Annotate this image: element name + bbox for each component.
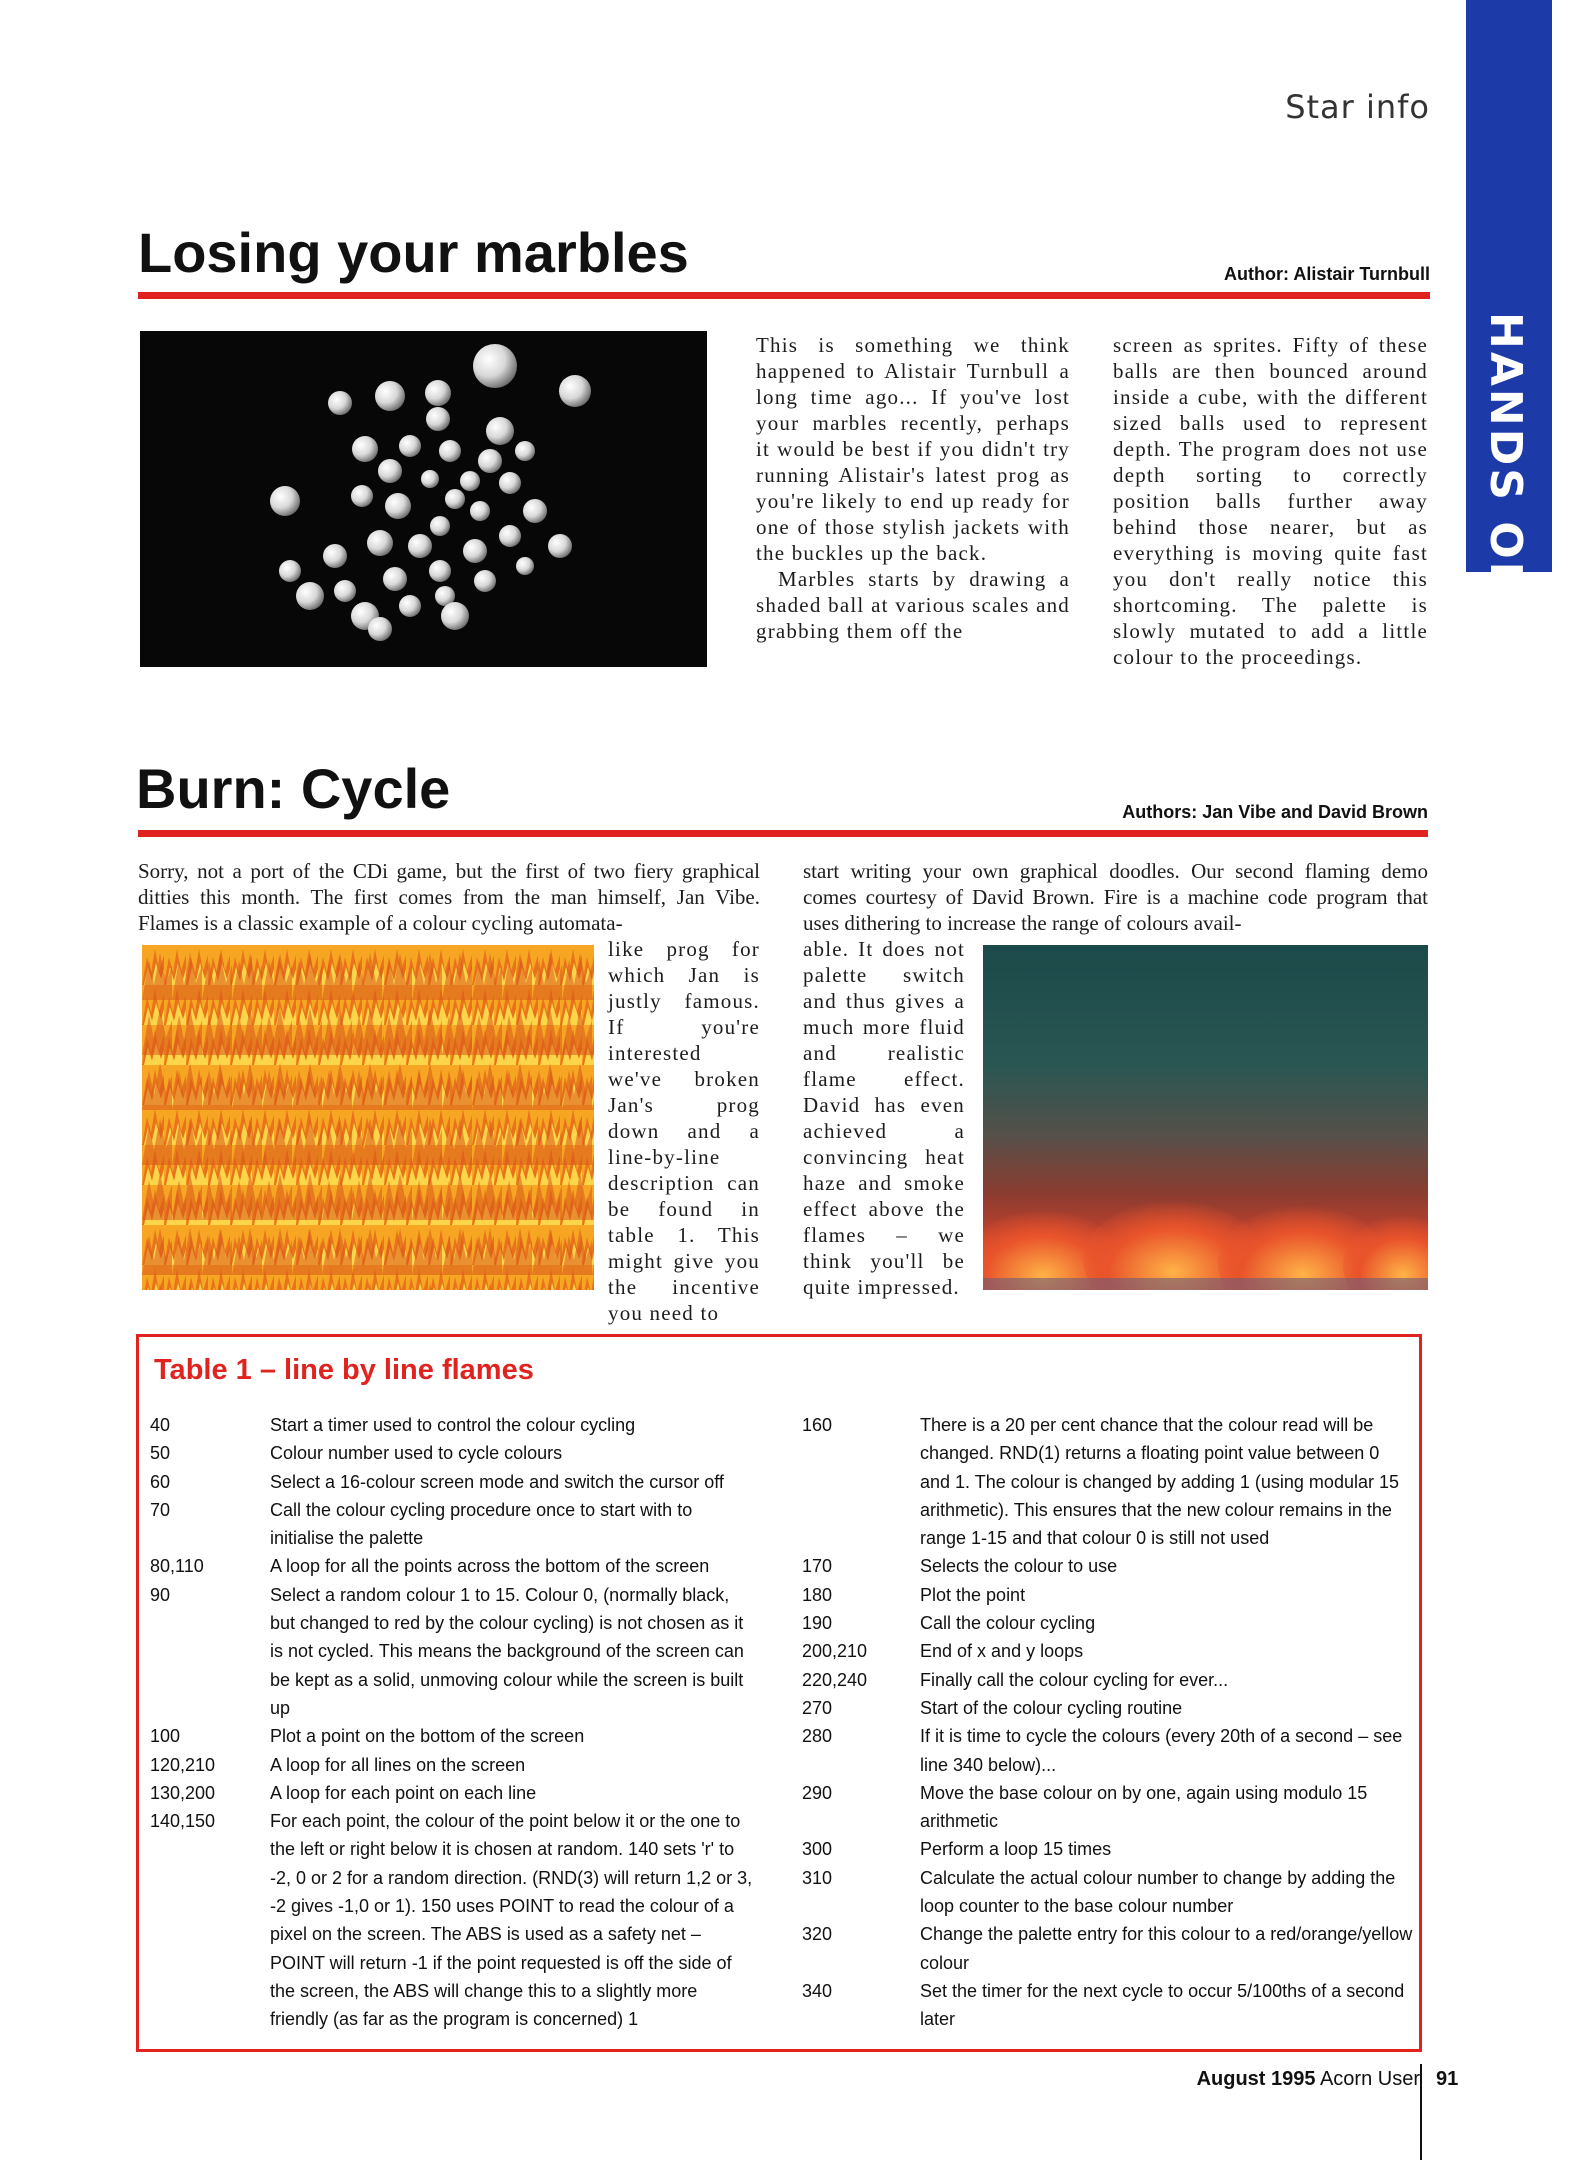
article1-title: Losing your marbles: [138, 221, 689, 284]
line-number: 280: [802, 1726, 833, 1747]
issue-date: August 1995: [1196, 2068, 1316, 2090]
line-description: For each point, the colour of the point below it or the one to the left or right below it is chosen at random. 140 sets 'r' to -2, 0 or 2 for a random direction. (RND(3) will return 1,2 or 3, -2 gives -1,0 or 1). 150 uses POINT to read the colour of a pixel on the screen. The ABS is used as a safety net – POINT will return -1 if the point requested is off the side of the screen, the ABS will change this to a slightly more friendly (as far as the program is concerned) 1: [270, 1811, 753, 2030]
line-description: Change the palette entry for this colour to a red/orange/yellow colour: [920, 1924, 1413, 1973]
flames-graphic: [142, 945, 594, 1290]
line-number: 310: [802, 1867, 833, 1888]
line-description: Calculate the actual colour number to change by adding the loop counter to the base colour number: [920, 1867, 1396, 1917]
line-number: 270: [802, 1697, 833, 1718]
footer-divider: [1420, 2064, 1422, 2160]
table-row: [802, 1779, 1414, 1836]
line-description: Start a timer used to control the colour cycling: [270, 1415, 636, 1435]
article1-rule: [138, 292, 1430, 299]
article1-column1: [756, 332, 1070, 644]
line-number: 320: [802, 1924, 833, 1945]
line-number: 120,210: [150, 1754, 216, 1775]
line-number: 200,210: [802, 1641, 868, 1662]
line-number: 160: [802, 1415, 833, 1435]
table-row: [150, 1751, 756, 1779]
table-row: [802, 1722, 1414, 1779]
magazine-name: Acorn User: [1319, 2068, 1420, 2090]
table-row: [150, 1411, 756, 1439]
article1-author: Author: Alistair Turnbull: [1224, 264, 1430, 284]
line-number: 60: [150, 1471, 171, 1492]
table-row: [802, 1411, 1414, 1552]
line-number: 300: [802, 1839, 833, 1860]
table1-right-column: [802, 1411, 1414, 2034]
line-number: 180: [802, 1584, 833, 1605]
table-row: [150, 1468, 756, 1496]
table-row: [802, 1694, 1414, 1722]
line-number: 50: [150, 1443, 171, 1464]
line-description: Move the base colour on by one, again using modulo 15 arithmetic: [920, 1782, 1368, 1832]
table-row: [802, 1609, 1414, 1637]
table-row: [150, 1552, 756, 1580]
line-number: 290: [802, 1782, 833, 1803]
table-row: [150, 1496, 756, 1553]
section-label: Star info: [1285, 88, 1430, 126]
table-row: [802, 1666, 1414, 1694]
line-description: A loop for all the points across the bottom of the screen: [270, 1556, 710, 1577]
table1-title: Table 1 – line by line flames: [154, 1354, 534, 1386]
line-description: A loop for each point on each line: [270, 1782, 537, 1803]
line-description: Call the colour cycling procedure once to start with to initialise the palette: [270, 1499, 693, 1549]
article1-column2: screen as sprites. Fifty of these balls are then bounced around inside a cube, with the different sized balls used to represent depth. The program does not use depth sorting to correctly position balls further away behind those nearer, but as everything is moving quite fast you don't really notice this shortcoming. The palette is slowly mutated to add a little colour to the proceedings.: [1113, 333, 1428, 669]
article2-rule: [138, 830, 1428, 837]
table-row: [150, 1439, 756, 1467]
line-description: Plot the point: [920, 1584, 1026, 1605]
line-description: Selects the colour to use: [920, 1556, 1118, 1577]
line-number: 70: [150, 1499, 171, 1520]
table-row: [150, 1722, 756, 1750]
article1-paragraph2: Marbles starts by drawing a shaded ball at various scales and grabbing them off the: [756, 567, 1070, 643]
hands-on-label: HANDS ON: [1480, 312, 1531, 602]
line-description: Colour number used to cycle colours: [270, 1443, 563, 1464]
line-number: 40: [150, 1415, 171, 1435]
page-number: 91: [1436, 2068, 1459, 2090]
article2-authors: Authors: Jan Vibe and David Brown: [1122, 802, 1428, 822]
table-row: [150, 1779, 756, 1807]
page-footer: [1100, 2068, 1420, 2091]
table-row: [802, 1581, 1414, 1609]
fire-screenshot: [983, 945, 1428, 1290]
line-description: Set the timer for the next cycle to occur 5/100ths of a second later: [920, 1980, 1405, 2030]
table-row: [150, 1807, 756, 2033]
line-description: End of x and y loops: [920, 1641, 1084, 1662]
line-number: 170: [802, 1556, 833, 1577]
hands-on-tab: [1466, 0, 1552, 602]
line-description: A loop for all lines on the screen: [270, 1754, 526, 1775]
line-number: 80,110: [150, 1556, 204, 1577]
line-description: Finally call the colour cycling for ever...: [920, 1669, 1229, 1690]
line-description: Start of the colour cycling routine: [920, 1697, 1183, 1718]
table-row: [802, 1637, 1414, 1665]
line-number: 140,150: [150, 1811, 216, 1832]
table-row: [150, 1581, 756, 1722]
flames-screenshot: [142, 945, 594, 1290]
marbles-screenshot: [140, 331, 707, 667]
line-number: 90: [150, 1584, 171, 1605]
line-description: Call the colour cycling: [920, 1613, 1096, 1634]
line-number: 220,240: [802, 1669, 868, 1690]
table-row: [802, 1977, 1414, 2034]
article2-intro: Sorry, not a port of the CDi game, but the first of two fiery graphical ditties this month. The first comes from the man himself, Jan Vibe. Flames is a classic example of a colour cycling automata-: [138, 859, 760, 935]
article2-column1-wrap: like prog for which Jan is justly famous. If you're interested we've broken Jan's prog down and a line-by-line description can be found in table 1. This might give you the incentive you need to: [608, 937, 760, 1325]
article2-column2-wrap: able. It does not palette switch and thus gives a much more fluid and realistic flame effect. David has even achieved a convincing heat haze and smoke effect above the flames – we think you'll be quite impressed.: [803, 937, 965, 1299]
table-row: [802, 1552, 1414, 1580]
line-description: Plot a point on the bottom of the screen: [270, 1726, 585, 1747]
article2-title: Burn: Cycle: [136, 757, 451, 820]
line-number: 340: [802, 1980, 833, 2001]
line-number: 130,200: [150, 1782, 216, 1803]
table-row: [802, 1835, 1414, 1863]
line-description: If it is time to cycle the colours (every 20th of a second – see line 340 below)...: [920, 1726, 1403, 1775]
article1-paragraph1: This is something we think happened to Alistair Turnbull a long time ago... If you've lost your marbles recently, perhaps it would be best if you didn't try running Alistair's latest prog as you're likely to end up ready for one of those stylish jackets with the buckles up the back.: [756, 333, 1070, 565]
table1-left-column: [150, 1411, 756, 2034]
marbles-graphic: [140, 331, 707, 667]
line-description: Perform a loop 15 times: [920, 1839, 1112, 1860]
line-description: There is a 20 per cent chance that the colour read will be changed. RND(1) returns a floating point value between 0 and 1. The colour is changed by adding 1 (using modular 15 arithmetic). This ensures that the new colour remains in the range 1-15 and that colour 0 is still not used: [920, 1415, 1399, 1549]
table-row: [802, 1920, 1414, 1977]
line-number: 190: [802, 1613, 833, 1634]
fire-graphic: [983, 945, 1428, 1290]
line-number: 100: [150, 1726, 181, 1747]
line-description: Select a random colour 1 to 15. Colour 0, (normally black, but changed to red by the colour cycling) is not chosen as it is not cycled. This means the background of the screen can be kept as a solid, unmoving colour while the screen is built up: [270, 1584, 744, 1718]
table-row: [802, 1864, 1414, 1921]
line-description: Select a 16-colour screen mode and switch the cursor off: [270, 1471, 724, 1492]
article2-column2-top: start writing your own graphical doodles. Our second flaming demo comes courtesy of David Brown. Fire is a machine code program that uses dithering to increase the range of colours avail-: [803, 859, 1428, 935]
